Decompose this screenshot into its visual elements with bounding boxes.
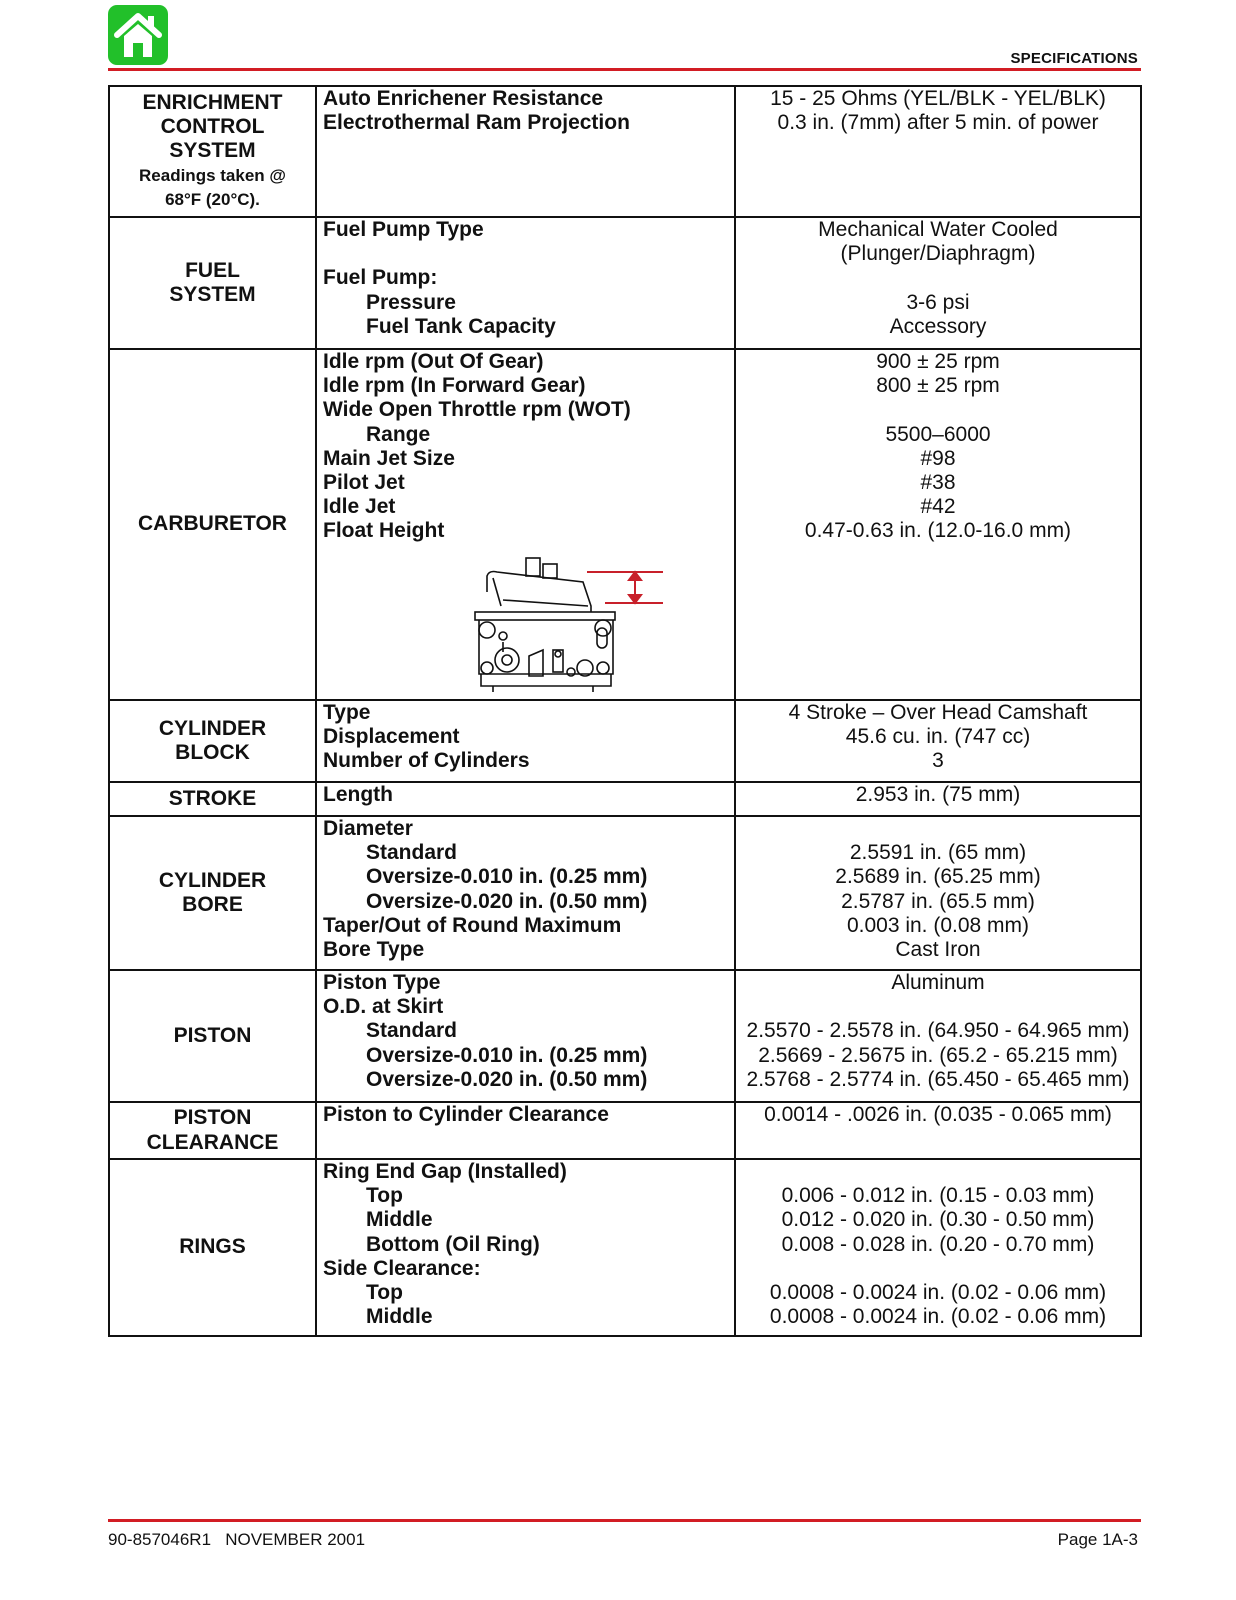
category-note: Readings taken @ [139,165,286,185]
spec-row [109,1102,1141,1159]
spec-value: 0.47-0.63 in. (12.0-16.0 mm) [804,519,1072,543]
spec-label: Fuel Pump Type [323,218,484,241]
category-label: FUEL [185,258,240,282]
spec-label-cell [316,1159,735,1336]
spec-value: 0.3 in. (7mm) after 5 min. of power [777,111,1099,135]
spec-value-cell [735,782,1141,816]
spec-value: Mechanical Water Cooled [818,218,1058,241]
home-button[interactable] [108,5,168,65]
category-label: SYSTEM [169,283,256,306]
category-label: PISTON [173,1023,252,1047]
carburetor-float-height-diagram [473,556,673,696]
spec-row [109,86,1141,217]
spec-label: Wide Open Throttle rpm (WOT) [323,398,631,422]
spec-row [109,217,1141,349]
spec-label: O.D. at Skirt [323,995,444,1019]
spec-value: Cast Iron [895,937,981,961]
spec-value: 0.012 - 0.020 in. (0.30 - 0.50 mm) [781,1208,1095,1232]
spec-label-cell [316,86,735,217]
spec-value: 0.008 - 0.028 in. (0.20 - 0.70 mm) [781,1232,1095,1256]
spec-value: 0.0014 - .0026 in. (0.035 - 0.065 mm) [764,1103,1112,1126]
category-cell [109,1102,316,1159]
spec-value-cell [735,1159,1141,1336]
spec-label: Pressure [366,290,456,314]
spec-value [736,817,1140,841]
page-number: Page 1A-3 [1057,1530,1138,1549]
spec-value [736,266,1140,290]
category-label: CARBURETOR [138,512,287,536]
spec-label: Taper/Out of Round Maximum [323,913,622,937]
spec-label: Auto Enrichener Resistance [323,87,604,110]
spec-value-cell [735,700,1141,782]
spec-value: Accessory [889,314,987,338]
spec-label: Type [323,701,371,724]
spec-value: 15 - 25 Ohms (YEL/BLK - YEL/BLK) [770,87,1106,110]
spec-label: Diameter [323,817,413,840]
spec-value: Aluminum [891,971,985,994]
spec-value [736,398,1140,422]
spec-value: 2.5787 in. (65.5 mm) [841,889,1035,913]
spec-value: 800 ± 25 rpm [876,374,1000,398]
spec-value: 2.5570 - 2.5578 in. (64.950 - 64.965 mm) [746,1019,1130,1043]
spec-label: Electrothermal Ram Projection [323,111,630,135]
spec-value [736,995,1140,1019]
spec-value-cell [735,970,1141,1102]
spec-label: Oversize-0.020 in. (0.50 mm) [366,1067,648,1091]
spec-row [109,1159,1141,1336]
spec-label: Bottom (Oil Ring) [366,1232,540,1256]
spec-label-cell [316,970,735,1102]
spec-label: Fuel Pump: [323,266,438,290]
spec-row [109,782,1141,816]
spec-value: 0.003 in. (0.08 mm) [846,913,1030,937]
category-cell [109,217,316,349]
spec-value: 3 [932,749,944,773]
spec-row [109,349,1141,700]
category-label: BORE [182,893,243,916]
spec-label: Displacement [323,725,460,749]
spec-label: Length [323,783,393,806]
spec-label-cell [316,349,735,700]
category-cell [109,970,316,1102]
spec-value: #42 [920,495,956,519]
spec-value [736,1257,1140,1281]
spec-value: 2.953 in. (75 mm) [855,783,1021,806]
category-label: PISTON [173,1106,252,1130]
spec-label-cell [316,782,735,816]
spec-row [109,970,1141,1102]
category-note: 68°F (20°C). [165,189,260,209]
category-label: CYLINDER [158,868,267,892]
spec-row [109,816,1141,970]
category-label: CYLINDER [158,716,267,740]
spec-label-cell [316,217,735,349]
spec-value-cell [735,349,1141,700]
spec-label: Ring End Gap (Installed) [323,1160,567,1183]
document-number: 90-857046R1 NOVEMBER 2001 [108,1530,366,1549]
spec-value: 900 ± 25 rpm [876,350,1000,373]
spec-label: Piston to Cylinder Clearance [323,1103,609,1126]
spec-label: Standard [366,1019,458,1043]
category-label: RINGS [179,1235,246,1259]
spec-label: Standard [366,841,458,865]
spec-label: Bore Type [323,937,425,961]
spec-label: Range [366,422,431,446]
category-label: ENRICHMENT [142,91,283,115]
category-cell [109,349,316,700]
spec-value: 4 Stroke – Over Head Camshaft [788,701,1088,724]
section-title: SPECIFICATIONS [1010,50,1138,67]
spec-label: Idle rpm (Out Of Gear) [323,350,544,373]
specifications-table [108,85,1142,1337]
spec-value: 2.5591 in. (65 mm) [849,841,1027,865]
spec-label: Oversize-0.020 in. (0.50 mm) [366,889,648,913]
spec-value-cell [735,816,1141,970]
spec-label-cell [316,700,735,782]
spec-label: Piston Type [323,971,441,994]
spec-label-cell [316,1102,735,1159]
category-label: SYSTEM [169,139,256,163]
spec-value: #98 [920,446,956,470]
category-cell [109,1159,316,1336]
category-label: BLOCK [175,741,250,764]
spec-row [109,700,1141,782]
spec-label: Pilot Jet [323,470,405,494]
category-label: CONTROL [160,115,265,139]
category-label: CLEARANCE [146,1130,279,1154]
spec-label: Idle rpm (In Forward Gear) [323,374,586,398]
spec-value: 2.5768 - 2.5774 in. (65.450 - 65.465 mm) [746,1067,1130,1091]
spec-value: #38 [920,470,956,494]
spec-value: 0.0008 - 0.0024 in. (0.02 - 0.06 mm) [769,1280,1107,1304]
spec-value-cell [735,1102,1141,1159]
spec-value-cell [735,217,1141,349]
spec-label: Float Height [323,519,445,543]
spec-label: Side Clearance: [323,1256,481,1280]
spec-value: (Plunger/Diaphragm) [840,242,1036,266]
spec-label: Top [366,1184,403,1208]
spec-label: Oversize-0.010 in. (0.25 mm) [366,1043,648,1067]
spec-label: Top [366,1280,403,1304]
category-label: STROKE [168,786,257,810]
category-cell [109,782,316,816]
spec-value: 5500–6000 [885,422,991,446]
category-cell [109,816,316,970]
spec-label: Fuel Tank Capacity [366,314,556,338]
spec-value: 2.5689 in. (65.25 mm) [835,865,1041,889]
spec-value: 2.5669 - 2.5675 in. (65.2 - 65.215 mm) [758,1043,1118,1067]
spec-label: Oversize-0.010 in. (0.25 mm) [366,865,648,889]
spec-value: 3-6 psi [906,290,970,314]
spec-value: 45.6 cu. in. (747 cc) [845,725,1031,749]
spec-label-cell [316,816,735,970]
spec-value: 0.006 - 0.012 in. (0.15 - 0.03 mm) [781,1184,1095,1208]
spec-label: Middle [366,1208,433,1232]
header-divider [108,68,1141,71]
spec-value-cell [735,86,1141,217]
spec-label [323,242,734,266]
spec-label: Main Jet Size [323,446,455,470]
spec-value: 0.0008 - 0.0024 in. (0.02 - 0.06 mm) [769,1305,1107,1329]
spec-value [736,1160,1140,1184]
home-icon [108,5,168,65]
spec-label: Idle Jet [323,495,396,519]
category-cell [109,86,316,217]
category-cell [109,700,316,782]
spec-label: Number of Cylinders [323,749,530,773]
footer-divider [108,1519,1141,1522]
spec-label: Middle [366,1305,433,1329]
